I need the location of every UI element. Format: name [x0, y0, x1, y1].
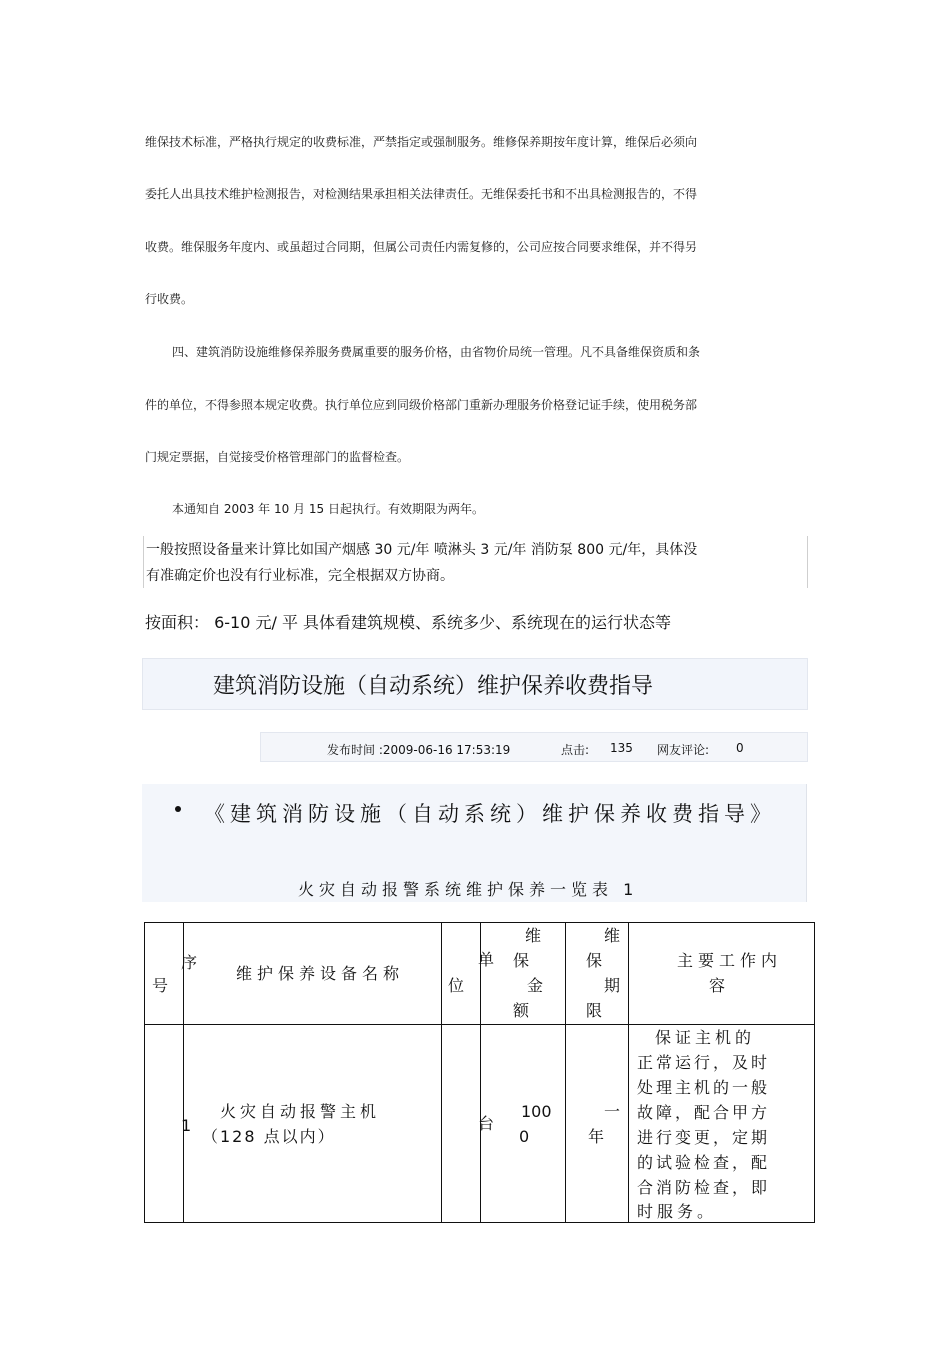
- document-title-band: [142, 784, 807, 902]
- header-seq: 序 号: [145, 923, 184, 1025]
- paragraph-line: 收费。维保服务年度内、或虽超过合同期，但属公司责任内需复修的，公司应按合同要求维保，并不得另: [145, 240, 698, 254]
- header-unit: 单 位: [442, 923, 481, 1025]
- pricing-note-line: 一般按照设备量来计算比如国产烟感 30 元/年 喷淋头 3 元/年 消防泵 800 元/年，具体没: [146, 542, 698, 558]
- header-period: 维 保 期 限: [566, 923, 629, 1025]
- paragraph-line: 四、建筑消防设施维修保养服务费属重要的服务价格，由省物价局统一管理。凡不具备维保资质和条: [172, 345, 701, 359]
- paragraph-line: 维保技术标准，严格执行规定的收费标准，严禁指定或强制服务。维修保养期按年度计算，维保后必须向: [145, 135, 698, 149]
- article-title-band: [142, 658, 808, 710]
- header-work: 主要工作内 容: [629, 923, 815, 1025]
- row-work: 保证主机的 正常运行，及时 处理主机的一般 故障，配合甲方 进行变更，定期 的试验检查，配 合消防检查，即 时服务。: [629, 1025, 815, 1223]
- table-header-row: [145, 923, 815, 1025]
- row-unit: 台: [442, 1025, 481, 1223]
- article-title: 建筑消防设施（自动系统）维护保养收费指导: [213, 674, 654, 699]
- clicks-count: 135: [610, 741, 633, 755]
- document-title: 《建筑消防设施（自动系统）维护保养收费指导》: [204, 802, 776, 826]
- paragraph-line: 行收费。: [145, 292, 194, 306]
- table-row: [145, 1025, 815, 1223]
- clicks-label: 点击:: [561, 743, 590, 757]
- comments-count: 0: [736, 741, 744, 755]
- header-name: 维护保养设备名称: [184, 923, 442, 1025]
- bullet-icon: [175, 806, 181, 812]
- pricing-note-line: 有准确定价也没有行业标准，完全根据双方协商。: [146, 568, 454, 584]
- row-name: 火灾自动报警主机 （128 点以内）: [184, 1025, 442, 1223]
- paragraph-line: 件的单位，不得参照本规定收费。执行单位应到同级价格部门重新办理服务价格登记证手续，使用税务部: [145, 398, 698, 412]
- paragraph-line: 委托人出具技术维护检测报告，对检测结果承担相关法律责任。无维保委托书和不出具检测报告的，不得: [145, 187, 698, 201]
- comments-label: 网友评论:: [657, 743, 710, 757]
- effective-date-line: 本通知自 2003 年 10 月 15 日起执行。有效期限为两年。: [172, 502, 484, 516]
- header-fee: 维 保 金 额: [481, 923, 566, 1025]
- row-period: 一 年: [566, 1025, 629, 1223]
- row-fee: 100 0: [481, 1025, 566, 1223]
- maintenance-table: [144, 922, 815, 1223]
- paragraph-line: 门规定票据，自觉接受价格管理部门的监督检查。: [145, 450, 410, 464]
- area-pricing-line: 按面积： 6-10 元/ 平 具体看建筑规模、系统多少、系统现在的运行状态等: [145, 613, 672, 632]
- row-seq: 1: [145, 1025, 184, 1223]
- article-meta-bar: [260, 732, 808, 762]
- pricing-note-box: [143, 536, 808, 588]
- publish-time: 发布时间 :2009-06-16 17:53:19: [327, 743, 511, 757]
- table-title: 火灾自动报警系统维护保养一览表 1: [298, 880, 639, 899]
